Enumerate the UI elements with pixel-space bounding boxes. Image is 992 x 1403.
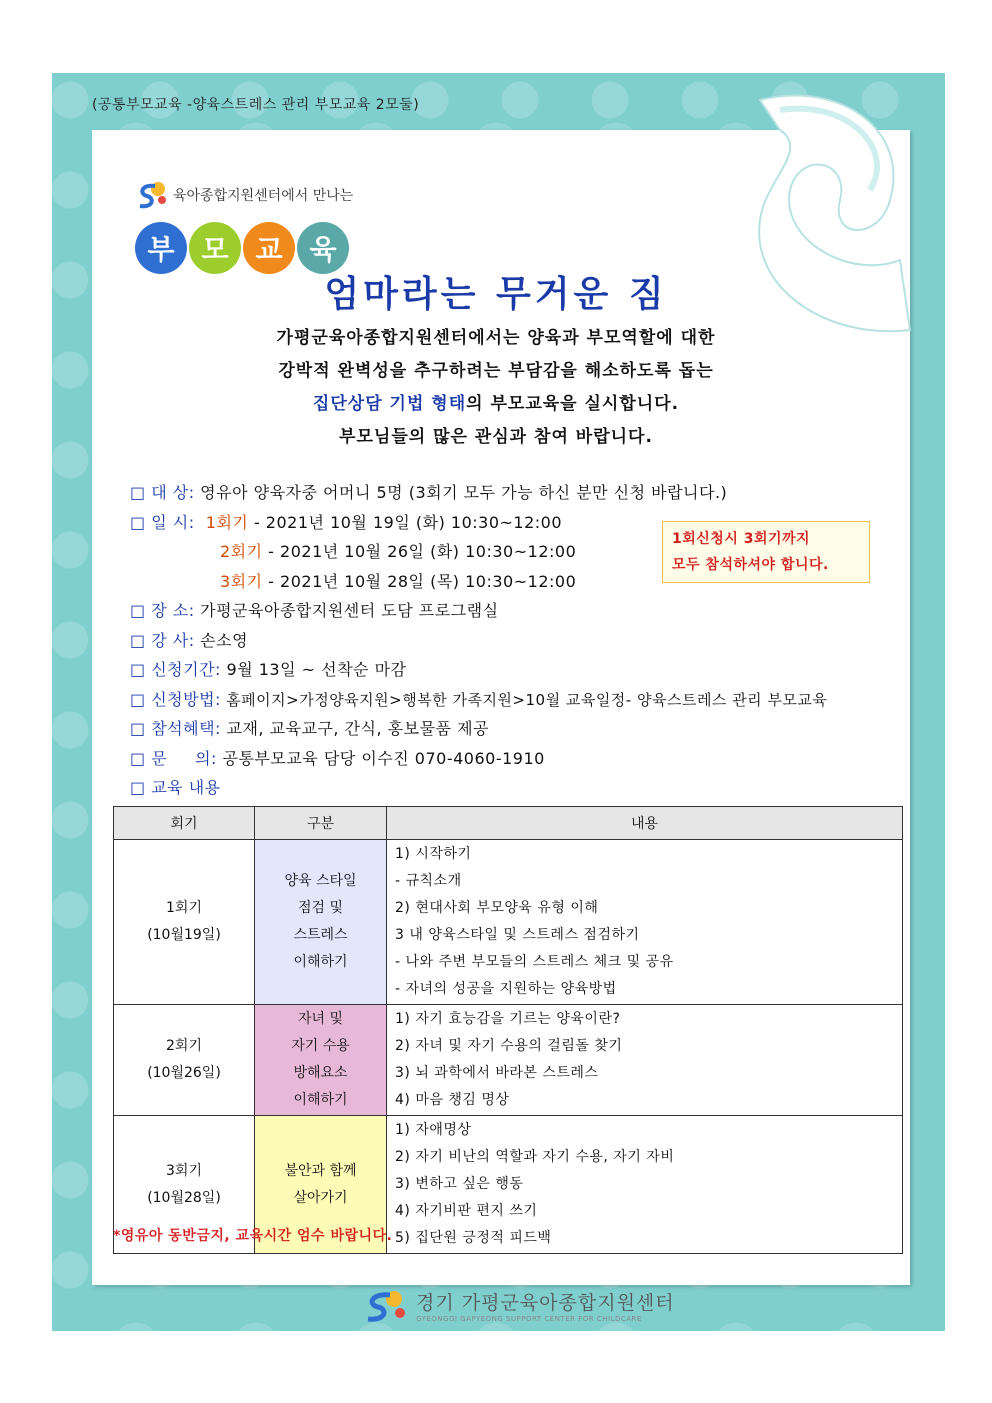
badge-gyo: 교 xyxy=(243,222,295,274)
session-date: (10월28일) xyxy=(147,1189,221,1206)
content-line: 1) 자애명상 xyxy=(395,1122,472,1138)
category-line: 스트레스 xyxy=(293,927,348,943)
content-line: 2) 자녀 및 자기 수용의 걸림돌 찾기 xyxy=(395,1038,623,1054)
session-number: 3회기 xyxy=(166,1162,202,1179)
content-line: - 규칙소개 xyxy=(395,873,462,889)
target-value: 영유아 양육자중 어머니 5명 (3회기 모두 가능 하신 분만 신청 바랍니다.) xyxy=(194,483,728,502)
session-number: 1회기 xyxy=(166,900,202,916)
category-line: 자기 수용 xyxy=(291,1038,350,1054)
session-cell xyxy=(114,840,255,1005)
content-line: 3) 뇌 과학에서 바라본 스트레스 xyxy=(395,1065,599,1081)
footer-names xyxy=(416,1288,675,1323)
intro-line-2: 강박적 완벽성을 추구하려는 부담감을 해소하도록 돕는 xyxy=(278,361,714,381)
top-note: (공통부모교육 -양육스트레스 관리 부모교육 2모둘) xyxy=(92,97,420,113)
note-line-2: 모두 참석하셔야 합니다. xyxy=(672,557,829,573)
badge-mo: 모 xyxy=(189,222,241,274)
badge-yuk: 육 xyxy=(297,222,349,274)
session-date: (10월19일) xyxy=(147,927,221,943)
category-cell xyxy=(255,840,387,1005)
info-benefit xyxy=(130,714,827,744)
session-cell xyxy=(114,1005,255,1116)
content-label: □ 교육 내용 xyxy=(130,778,221,797)
target-label: □ 대 상: xyxy=(130,483,195,502)
info-target xyxy=(130,478,827,508)
place-label: □ 장 소: xyxy=(130,601,195,620)
info-place xyxy=(130,596,827,626)
method-value: 홈페이지>가정양육지원>행복한 가족지원>10월 교육일정- 양육스트레스 관리 부모교육 xyxy=(220,690,828,709)
session-2-value: - 2021년 10월 26일 (화) 10:30~12:00 xyxy=(262,542,577,561)
footer-logo xyxy=(360,1288,675,1323)
content-line: 2) 자기 비난의 역할과 자기 수용, 자기 자비 xyxy=(395,1149,675,1165)
content-line: - 자녀의 성공을 지원하는 양육방법 xyxy=(395,981,617,997)
footnote: *영유아 동반금지, 교육시간 엄수 바랍니다. xyxy=(113,1228,393,1244)
category-line: 점검 및 xyxy=(297,900,344,916)
lecturer-label: □ 강 사: xyxy=(130,630,195,650)
center-logo-icon xyxy=(360,1289,410,1323)
intro-line-4: 부모님들의 많은 관심과 참여 바랍니다. xyxy=(339,427,653,447)
benefit-value: 교재, 교육교구, 간식, 홍보물품 제공 xyxy=(220,719,489,738)
intro-line-1: 가평군육아종합지원센터에서는 양육과 부모역할에 대한 xyxy=(276,328,716,348)
date-label: □ 일 시: xyxy=(130,512,195,532)
category-line: 이해하기 xyxy=(293,1092,348,1108)
table-row xyxy=(114,840,903,1005)
session-number: 2회기 xyxy=(166,1038,202,1054)
period-label: □ 신청기간: xyxy=(130,660,221,679)
session-1-value: - 2021년 10월 19일 (화) 10:30~12:00 xyxy=(248,512,563,532)
category-line: 살아가기 xyxy=(293,1189,348,1206)
content-line: 1) 시작하기 xyxy=(395,846,472,862)
table-header xyxy=(114,807,903,840)
category-line: 이해하기 xyxy=(293,954,348,970)
lecturer-value: 손소영 xyxy=(194,630,249,650)
method-label: □ 신청방법: xyxy=(130,689,221,709)
session-3-label: 3회기 xyxy=(220,571,263,591)
category-line: 자녀 및 xyxy=(297,1011,344,1027)
period-value: 9월 13일 ~ 선착순 마감 xyxy=(220,660,407,679)
category-line: 양육 스타일 xyxy=(284,873,357,889)
content-line: - 나와 주변 부모들의 스트레스 체크 및 공유 xyxy=(395,954,674,970)
info-content xyxy=(130,773,827,803)
contact-value: 공통부모교육 담당 이수진 070-4060-1910 xyxy=(216,748,545,768)
contact-label: □ 문 의: xyxy=(130,748,217,768)
intro-highlight: 집단상담 기법 형태 xyxy=(312,394,467,414)
badge-bu: 부 xyxy=(135,222,187,274)
center-logo-icon xyxy=(135,180,169,210)
content-line: 3) 변하고 싶은 행동 xyxy=(395,1176,524,1192)
content-line: 1) 자기 효능감을 기르는 양육이란? xyxy=(395,1011,621,1027)
session-2-label: 2회기 xyxy=(220,542,263,561)
attendance-note xyxy=(662,521,870,583)
info-method xyxy=(130,685,827,715)
category-cell xyxy=(255,1005,387,1116)
footer-english-name: GYEONGGI GAPYEONG SUPPORT CENTER FOR CHILDCARE xyxy=(416,1315,642,1323)
intro-line-3 xyxy=(0,388,992,421)
intro-text xyxy=(0,322,992,454)
info-contact xyxy=(130,744,827,774)
header-category: 구분 xyxy=(255,807,387,840)
content-line: 3 내 양육스타일 및 스트레스 점검하기 xyxy=(395,927,640,943)
content-cell xyxy=(387,1116,903,1254)
logo-text: 육아종합지원센터에서 만나는 xyxy=(173,188,354,204)
content-cell xyxy=(387,840,903,1005)
schedule-table xyxy=(113,806,903,1254)
session-date: (10월26일) xyxy=(147,1065,221,1081)
place-value: 가평군육아종합지원센터 도담 프로그램실 xyxy=(194,601,499,620)
category-line: 불안과 함께 xyxy=(284,1162,357,1179)
category-line: 방해요소 xyxy=(293,1065,348,1081)
content-line: 4) 자기비판 편지 쓰기 xyxy=(395,1203,538,1219)
content-cell xyxy=(387,1005,903,1116)
content-line: 5) 집단원 긍정적 피드백 xyxy=(395,1230,552,1246)
benefit-label: □ 참석혜택: xyxy=(130,719,221,738)
info-period xyxy=(130,655,827,685)
footer-korean-name: 경기 가평군육아종합지원센터 xyxy=(416,1292,675,1314)
session-1-label: 1회기 xyxy=(205,512,249,532)
intro-line-3-rest: 의 부모교육을 실시합니다. xyxy=(466,394,680,414)
header-content: 내용 xyxy=(387,807,903,840)
table-row xyxy=(114,1005,903,1116)
header-session: 회기 xyxy=(114,807,255,840)
content-line: 2) 현대사회 부모양육 유형 이해 xyxy=(395,900,599,916)
note-line-1: 1회신청시 3회기까지 xyxy=(672,531,811,547)
center-logo xyxy=(135,180,353,210)
session-3-value: - 2021년 10월 28일 (목) 10:30~12:00 xyxy=(262,571,577,591)
content-line: 4) 마음 챙김 명상 xyxy=(395,1092,510,1108)
info-lecturer xyxy=(130,626,827,656)
page-title: 엄마라는 무거운 짐 xyxy=(324,274,668,315)
